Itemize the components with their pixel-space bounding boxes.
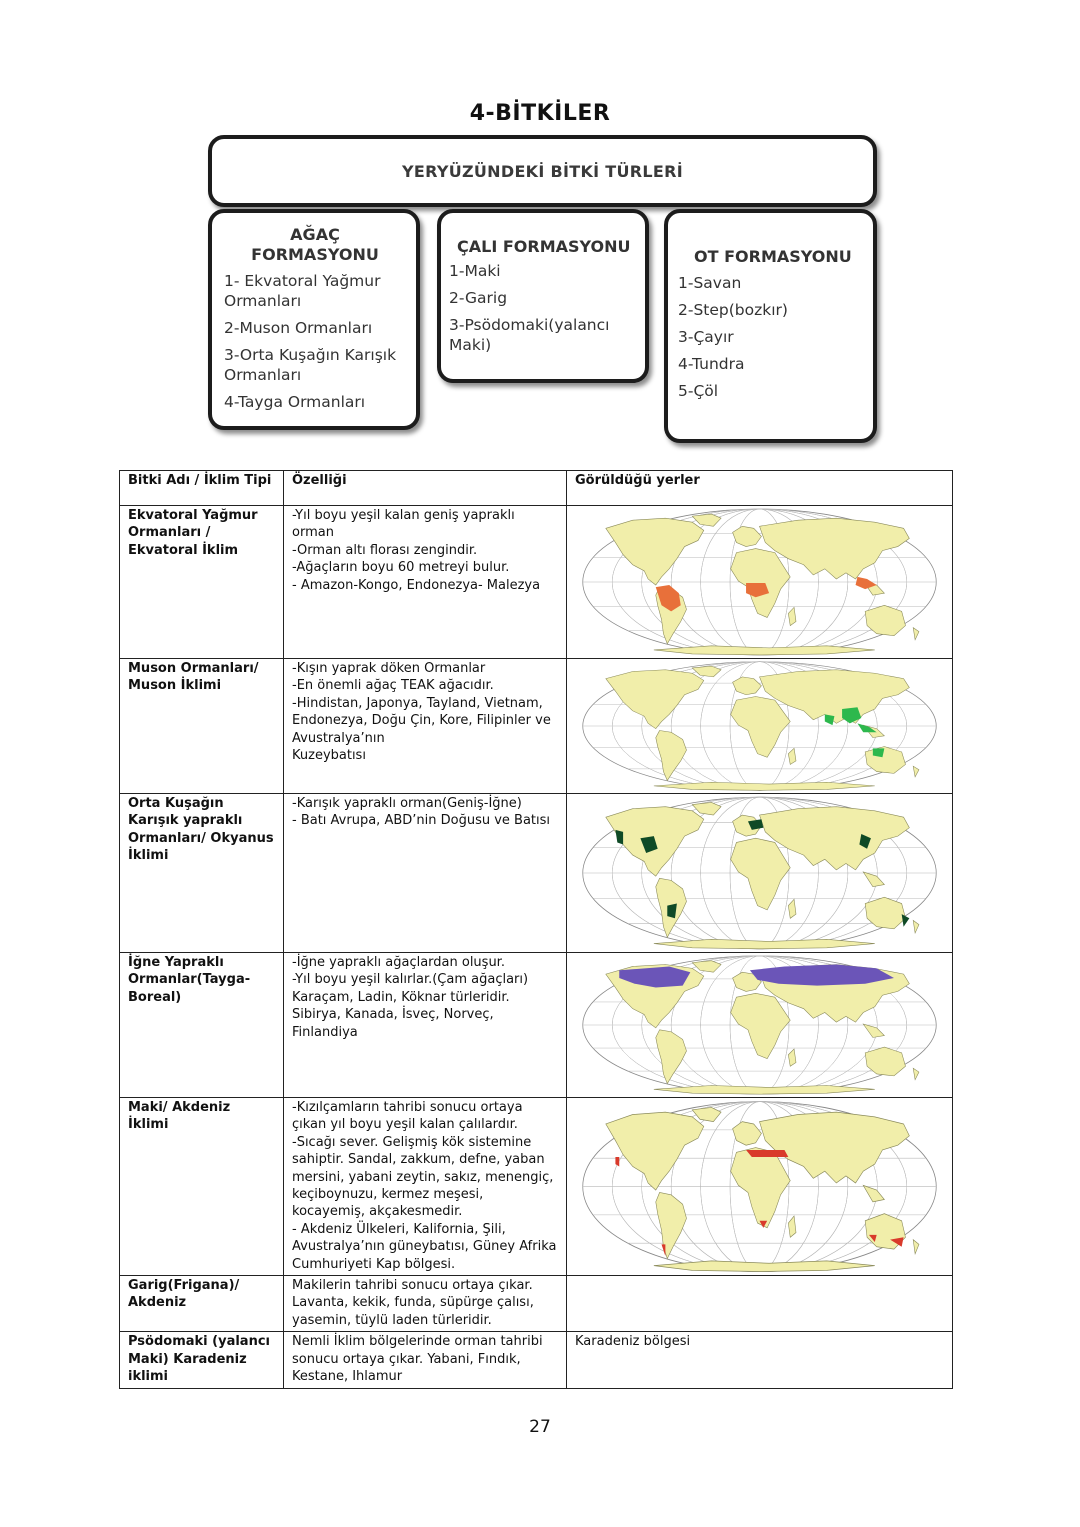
row-features — [284, 953, 567, 1098]
table-row — [120, 953, 953, 1098]
row-map-cell — [567, 659, 953, 794]
ot-formasyonu-box — [664, 209, 877, 443]
ot-item: 3-Çayır — [678, 328, 734, 346]
row-places: Karadeniz bölgesi — [567, 1332, 953, 1388]
feature-line: -Yıl boyu yeşil kalan geniş yapraklı orman — [292, 508, 515, 541]
world-map — [577, 506, 942, 658]
feature-line: -Yıl boyu yeşil kalırlar.(Çam ağaçları) Karaçam, Ladin, Köknar türleridir. — [292, 972, 529, 1005]
row-features — [284, 1276, 567, 1332]
feature-line: -Hindistan, Japonya, Tayland, Vietnam, Endonezya, Doğu Çin, Kore, Filipinler ve Avustralya’nın — [292, 695, 551, 746]
feature-line: -En önemli ağaç TEAK ağacıdır. — [292, 678, 494, 694]
table-row — [120, 1332, 953, 1388]
world-map-karisik — [577, 794, 942, 952]
feature-line: -İğne yapraklı ağaçlardan oluşur. — [292, 955, 505, 970]
ot-item: 1-Savan — [678, 274, 742, 292]
ot-items — [678, 273, 865, 401]
page-number: 27 — [529, 1417, 551, 1437]
feature-line: -Orman altı florası zengindir. — [292, 542, 478, 558]
cali-items — [449, 261, 637, 355]
row-places — [567, 1276, 953, 1332]
feature-line: - Akdeniz Ülkeleri, Kalifornia, Şili, Avustralya’nın güneybatısı, Güney Afrika Cumhuriyeti Kap bölgesi. — [292, 1221, 557, 1272]
cali-title: ÇALI FORMASYONU — [457, 237, 631, 256]
row-name: Ekvatoral Yağmur Ormanları / Ekvatoral İklim — [120, 506, 284, 659]
row-map-cell — [567, 506, 953, 659]
feature-line: -Kızılçamların tahribi sonucu ortaya çıkan yıl boyu yeşil kalan çalılardır. — [292, 1100, 523, 1133]
row-name: Muson Ormanları/ Muson İklimi — [120, 659, 284, 794]
row-name: Garig(Frigana)/ Akdeniz — [120, 1276, 284, 1332]
vegetation-table — [119, 470, 953, 1389]
map-landmass — [913, 628, 919, 640]
world-map — [577, 659, 942, 793]
map-landmass — [913, 1240, 919, 1254]
feature-line: -Sıcağı sever. Gelişmiş kök sistemine sahiptir. Sandal, zakkum, defne, yaban mersini, yabani zeytin, sakız, menengiç, keçiboynuzu, kermez meşesi, kocayemiş, akçakesmedir. — [292, 1134, 554, 1220]
table-row — [120, 506, 953, 659]
agac-item: 3-Orta Kuşağın Karışık Ormanları — [224, 346, 397, 384]
map-landmass — [913, 1068, 919, 1080]
header-name: Bitki Adı / İklim Tipi — [120, 471, 284, 506]
agac-formasyonu-box — [208, 209, 420, 430]
table-row — [120, 1098, 953, 1276]
feature-line: -Kışın yaprak döken Ormanlar — [292, 661, 486, 676]
ot-title: OT FORMASYONU — [694, 247, 852, 266]
world-map-tayga — [577, 953, 942, 1097]
row-map-cell — [567, 953, 953, 1098]
cali-formasyonu-box — [437, 209, 649, 383]
agac-items — [224, 271, 406, 412]
table-row — [120, 794, 953, 953]
agac-title: AĞAÇ FORMASYONU — [251, 225, 379, 264]
map-landmass — [913, 766, 919, 777]
row-map-cell — [567, 794, 953, 953]
agac-item: 4-Tayga Ormanları — [224, 393, 366, 411]
map-vegetation-region — [746, 1150, 788, 1157]
ot-item: 4-Tundra — [678, 355, 745, 373]
row-name: İğne Yapraklı Ormanlar(Tayga-Boreal) — [120, 953, 284, 1098]
row-features — [284, 506, 567, 659]
table-row — [120, 659, 953, 794]
diagram-main-title: YERYÜZÜNDEKİ BİTKİ TÜRLERİ — [401, 161, 684, 181]
row-name: Psödomaki (yalancı Maki) Karadeniz iklimi — [120, 1332, 284, 1388]
row-features — [284, 794, 567, 953]
feature-line: Kuzeybatısı — [292, 748, 366, 764]
feature-line: - Batı Avrupa, ABD’nin Doğusu ve Batısı — [292, 813, 551, 829]
world-map — [577, 794, 942, 952]
cali-item: 2-Garig — [449, 289, 508, 307]
page-title: 4-BİTKİLER — [469, 101, 611, 126]
row-features — [284, 659, 567, 794]
feature-line: -Ağaçların boyu 60 metreyi bulur. — [292, 560, 510, 576]
table-header-row — [120, 471, 953, 506]
row-map-cell — [567, 1098, 953, 1276]
table-row — [120, 1276, 953, 1332]
ot-item: 5-Çöl — [678, 382, 719, 400]
row-name: Orta Kuşağın Karışık yapraklı Ormanları/ Okyanus İklimi — [120, 794, 284, 953]
feature-line: Nemli İklim bölgelerinde orman tahribi sonucu ortaya çıkar. Yabani, Fındık, Kestane, Ihlamur — [292, 1334, 543, 1385]
map-landmass — [913, 920, 919, 933]
feature-line: - Amazon-Kongo, Endonezya- Malezya — [292, 577, 541, 593]
row-features — [284, 1332, 567, 1388]
feature-line: Makilerin tahribi sonucu ortaya çıkar. Lavanta, kekik, funda, süpürge çalısı, yasemin, tüylü laden türleridir. — [292, 1278, 534, 1328]
header-features: Özelliği — [284, 471, 567, 506]
header-places: Görüldüğü yerler — [567, 471, 953, 506]
cali-item: 3-Psödomaki(yalancı Maki) — [449, 316, 610, 354]
diagram-main-box — [208, 135, 877, 207]
world-map — [577, 953, 942, 1097]
row-features — [284, 1098, 567, 1276]
world-map — [577, 1098, 942, 1275]
world-map-ekvatoral — [577, 506, 942, 658]
agac-item: 1- Ekvatoral Yağmur Ormanları — [224, 272, 381, 310]
world-map-muson — [577, 659, 942, 793]
row-name: Maki/ Akdeniz İklimi — [120, 1098, 284, 1276]
agac-item: 2-Muson Ormanları — [224, 319, 373, 337]
ot-item: 2-Step(bozkır) — [678, 301, 788, 319]
cali-item: 1-Maki — [449, 262, 501, 280]
feature-line: Sibirya, Kanada, İsveç, Norveç, Finlandiya — [292, 1007, 494, 1040]
world-map-maki — [577, 1098, 942, 1275]
feature-line: -Karışık yapraklı orman(Geniş-İğne) — [292, 796, 522, 811]
